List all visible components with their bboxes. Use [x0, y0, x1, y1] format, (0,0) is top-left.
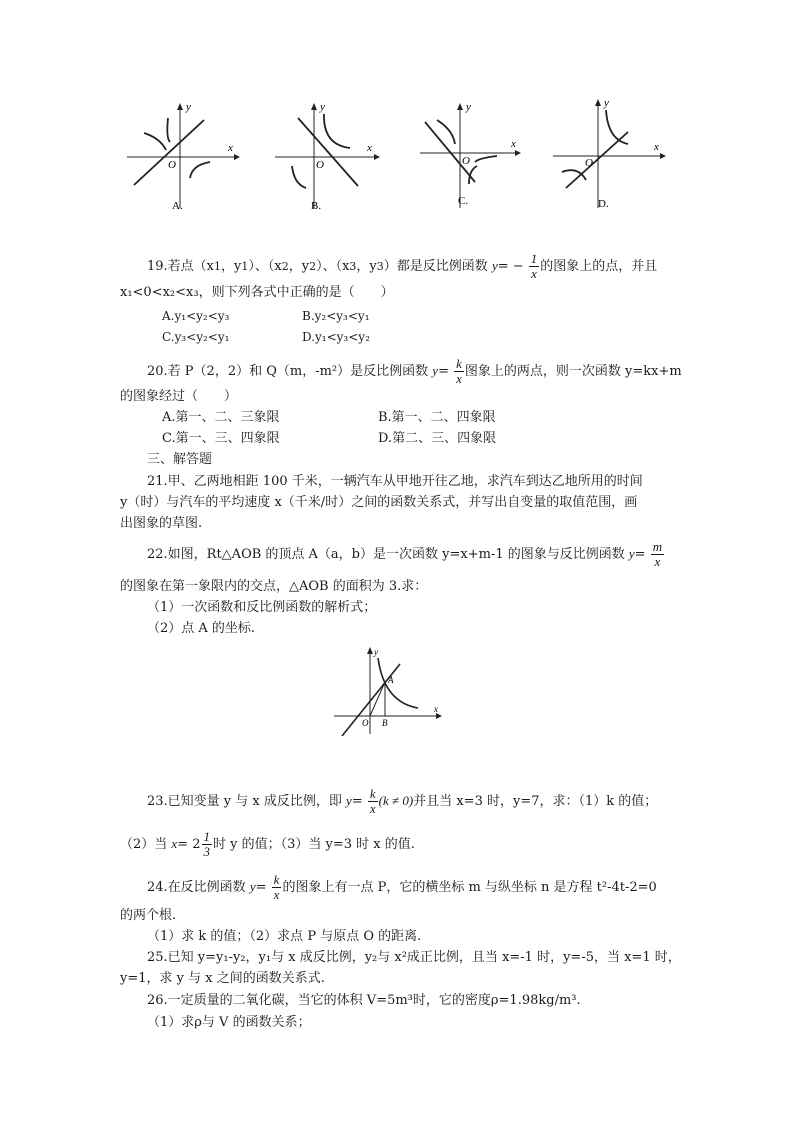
svg-text:y: y	[186, 101, 191, 113]
q19-option-a: A.y₁<y₂<y₃	[162, 309, 230, 323]
q19-option-c: C.y₃<y₂<y₁	[162, 330, 230, 344]
q20-option-d: D.第二、三、四象限	[378, 431, 497, 446]
svg-text:x: x	[434, 704, 438, 714]
graph-a	[122, 100, 242, 215]
q20-option-b: B.第一、二、四象限	[378, 410, 496, 425]
q21-line2: y（时）与汽车的平均速度 x（千米/时）之间的函数关系式，并写出自变量的取值范围，画	[120, 495, 638, 510]
svg-text:O: O	[362, 718, 369, 728]
fraction-m-over-x: $\frac{m}{x}$	[652, 539, 663, 569]
svg-text:x: x	[654, 141, 659, 153]
q23-line1: 23.已知变量 y 与 x 成反比例，即 y= $\frac{k}{x}$ (k ≠ 0)并且当 x=3 时，y=7，求：（1）k 的值；	[147, 786, 658, 816]
svg-text:B: B	[382, 718, 388, 728]
q22-line2: 的图象在第一象限内的交点，△AOB 的面积为 3.求：	[120, 579, 428, 594]
q20-option-c: C.第一、三、四象限	[162, 431, 280, 446]
q22-item2: （2）点 A 的坐标.	[147, 621, 256, 636]
fraction-one-third: $\frac{1}{3}$	[203, 829, 210, 859]
q22-figure	[330, 646, 446, 736]
svg-text:O: O	[316, 159, 324, 171]
q23-line2: （2）当 x= 2 $\frac{1}{3}$ 时 y 的值；（3）当 y=3 时 x 的值.	[120, 829, 415, 859]
q24-line2: 的两个根.	[120, 908, 177, 923]
fraction-1-over-x: $\frac{1}{x}$	[530, 251, 538, 281]
q21-line3: 出图象的草图.	[120, 516, 203, 531]
q22-line1: 22.如图，Rt△AOB 的顶点 A（a，b）是一次函数 y=x+m-1 的图象与反比例函数 y= $\frac{m}{x}$	[147, 539, 663, 569]
svg-text:x: x	[367, 142, 372, 154]
svg-text:y: y	[604, 97, 609, 109]
svg-text:A.: A.	[172, 200, 183, 212]
svg-text:C.: C.	[458, 195, 469, 207]
q19-line1: 19.若点（x1，y1）、（x2，y2）、（x3，y3）都是反比例函数 y= − $\frac{1}{x}$ 的图象上的点，并且	[147, 251, 658, 281]
svg-text:y: y	[466, 101, 471, 113]
q20-line2: 的图象经过（ ）	[120, 389, 238, 404]
q26-line1: 26.一定质量的二氧化碳，当它的体积 V=5m³时，它的密度ρ=1.98kg/m³.	[147, 993, 581, 1008]
q24-line1: 24.在反比例函数 y= $\frac{k}{x}$ 的图象上有一点 P，它的横坐标 m 与纵坐标 n 是方程 t²-4t-2=0	[147, 872, 657, 902]
q24-line3: （1）求 k 的值；（2）求点 P 与原点 O 的距离.	[147, 929, 422, 944]
fraction-k-over-x: $\frac{k}{x}$	[273, 872, 280, 902]
fraction-k-over-x: $\frac{k}{x}$	[369, 786, 376, 816]
q26-line2: （1）求ρ与 V 的函数关系；	[147, 1015, 311, 1030]
svg-text:O: O	[585, 157, 593, 169]
svg-text:x: x	[511, 138, 516, 150]
section-heading: 三、解答题	[147, 452, 213, 467]
graph-d	[548, 96, 672, 215]
svg-text:O: O	[168, 159, 176, 171]
q25-line2: y=1，求 y 与 x 之间的函数关系式.	[120, 971, 325, 986]
graph-c	[415, 100, 535, 215]
q19-option-b: B.y₂<y₃<y₁	[302, 309, 370, 323]
q20-option-a: A.第一、二、三象限	[162, 410, 280, 425]
q19-option-d: D.y₁<y₃<y₂	[302, 330, 370, 344]
svg-text:y: y	[374, 647, 378, 657]
svg-text:B.: B.	[311, 200, 322, 212]
q21-line1: 21.甲、乙两地相距 100 千米，一辆汽车从甲地开往乙地，求汽车到达乙地所用的时间	[147, 474, 643, 489]
q22-item1: （1）一次函数和反比例函数的解析式；	[147, 600, 377, 615]
q20-line1: 20.若 P（2，2）和 Q（m，-m²）是反比例函数 y= $\frac{k}{x}$ 图象上的两点，则一次函数 y=kx+m	[147, 356, 682, 386]
graph-b	[270, 100, 390, 215]
svg-text:x: x	[228, 142, 233, 154]
svg-text:D.: D.	[598, 198, 609, 210]
q25-line1: 25.已知 y=y₁-y₂，y₁与 x 成反比例，y₂与 x²成正比例，且当 x=-1 时，y=-5，当 x=1 时，	[147, 950, 681, 965]
svg-text:O: O	[462, 155, 470, 167]
svg-text:y: y	[320, 101, 325, 113]
fraction-k-over-x: $\frac{k}{x}$	[456, 356, 462, 386]
q19-line2: x₁<0<x₂<x₃，则下列各式中正确的是（ ）	[120, 285, 394, 300]
svg-text:A: A	[388, 675, 394, 685]
